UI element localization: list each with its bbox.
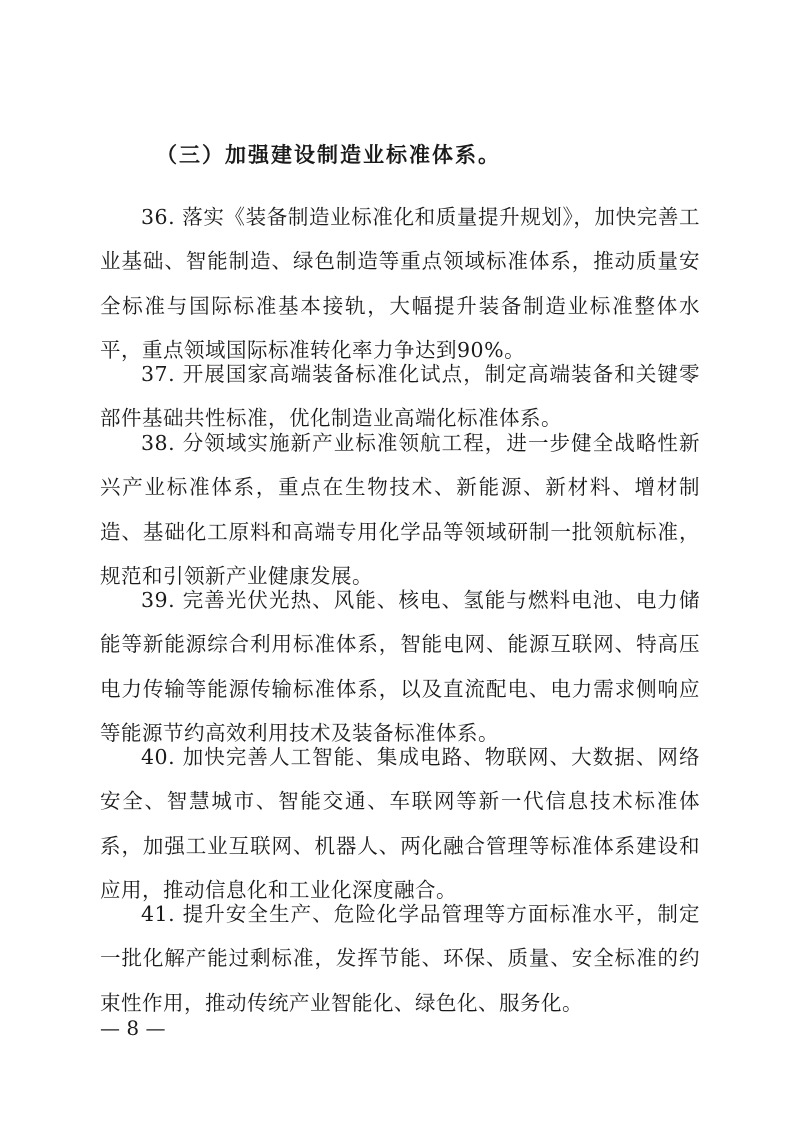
paragraph-41: 41. 提升安全生产、危险化学品管理等方面标准水平，制定一批化解产能过剩标准，发挥节能、环保、质量、安全标准的约束性作用，推动传统产业智能化、绿色化、服务化。 [100,901,700,1015]
paragraph-36: 36. 落实《装备制造业标准化和质量提升规划》，加快完善工业基础、智能制造、绿色制造等重点领域标准体系，推动质量安全标准与国际标准基本接轨，大幅提升装备制造业标准整体水平，重点领域国际标准转化率力争达到90%。 [100,204,700,362]
section-heading: （三）加强建设制造业标准体系。 [156,142,501,167]
paragraph-40: 40. 加快完善人工智能、集成电路、物联网、大数据、网络安全、智慧城市、智能交通、车联网等新一代信息技术标准体系，加强工业互联网、机器人、两化融合管理等标准体系建设和应用，推动信息化和工业化深度融合。 [100,744,700,902]
page-number: — 8 — [100,1016,166,1040]
paragraph-38: 38. 分领域实施新产业标准领航工程，进一步健全战略性新兴产业标准体系，重点在生物技术、新能源、新材料、增材制造、基础化工原料和高端专用化学品等领域研制一批领航标准，规范和引领新产业健康发展。 [100,430,700,588]
paragraph-37: 37. 开展国家高端装备标准化试点，制定高端装备和关键零部件基础共性标准，优化制造业高端化标准体系。 [100,361,700,430]
paragraph-39: 39. 完善光伏光热、风能、核电、氢能与燃料电池、电力储能等新能源综合利用标准体系，智能电网、能源互联网、特高压电力传输等能源传输标准体系，以及直流配电、电力需求侧响应等能源节约高效利用技术及装备标准体系。 [100,587,700,745]
